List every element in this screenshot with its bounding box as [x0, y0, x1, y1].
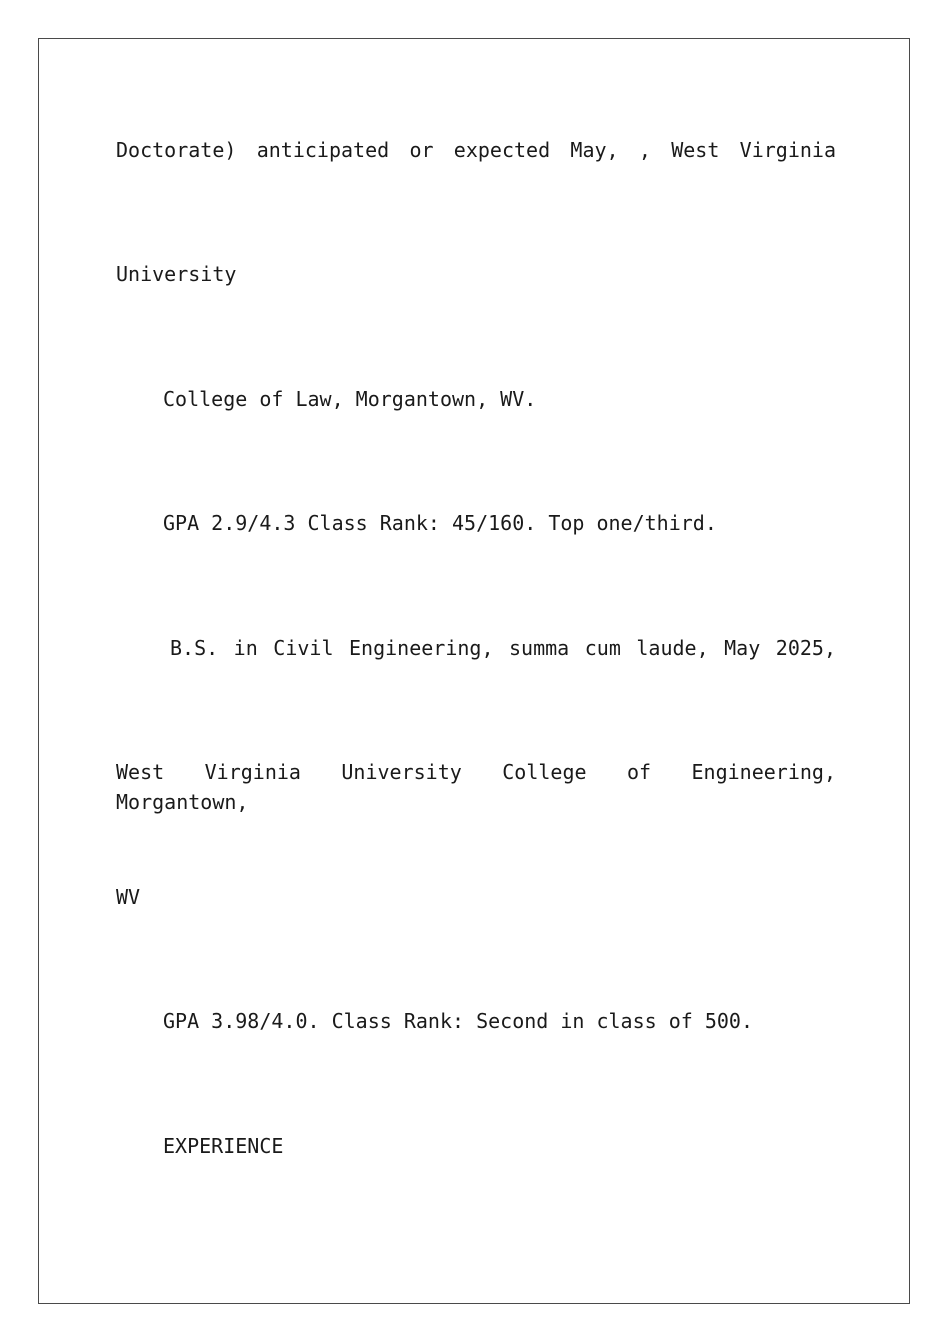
- text-line-law-college: College of Law, Morgantown, WV.: [163, 387, 537, 411]
- text-line-engineering-gpa: GPA 3.98/4.0. Class Rank: Second in class of 500.: [163, 1009, 754, 1033]
- text-line-engineering-college: West Virginia University College of Engineering, Morgantown,: [116, 760, 836, 814]
- text-line-state: WV: [116, 885, 141, 909]
- text-line-bs-degree: B.S. in Civil Engineering, summa cum laude, May 2025,: [170, 636, 836, 660]
- text-line-university: University: [116, 262, 237, 286]
- text-line-degree-status: Doctorate) anticipated or expected May, , West Virginia: [116, 138, 836, 162]
- document-page: [38, 38, 910, 1304]
- text-line-law-gpa: GPA 2.9/4.3 Class Rank: 45/160. Top one/third.: [163, 511, 717, 535]
- section-heading-experience: EXPERIENCE: [163, 1134, 284, 1158]
